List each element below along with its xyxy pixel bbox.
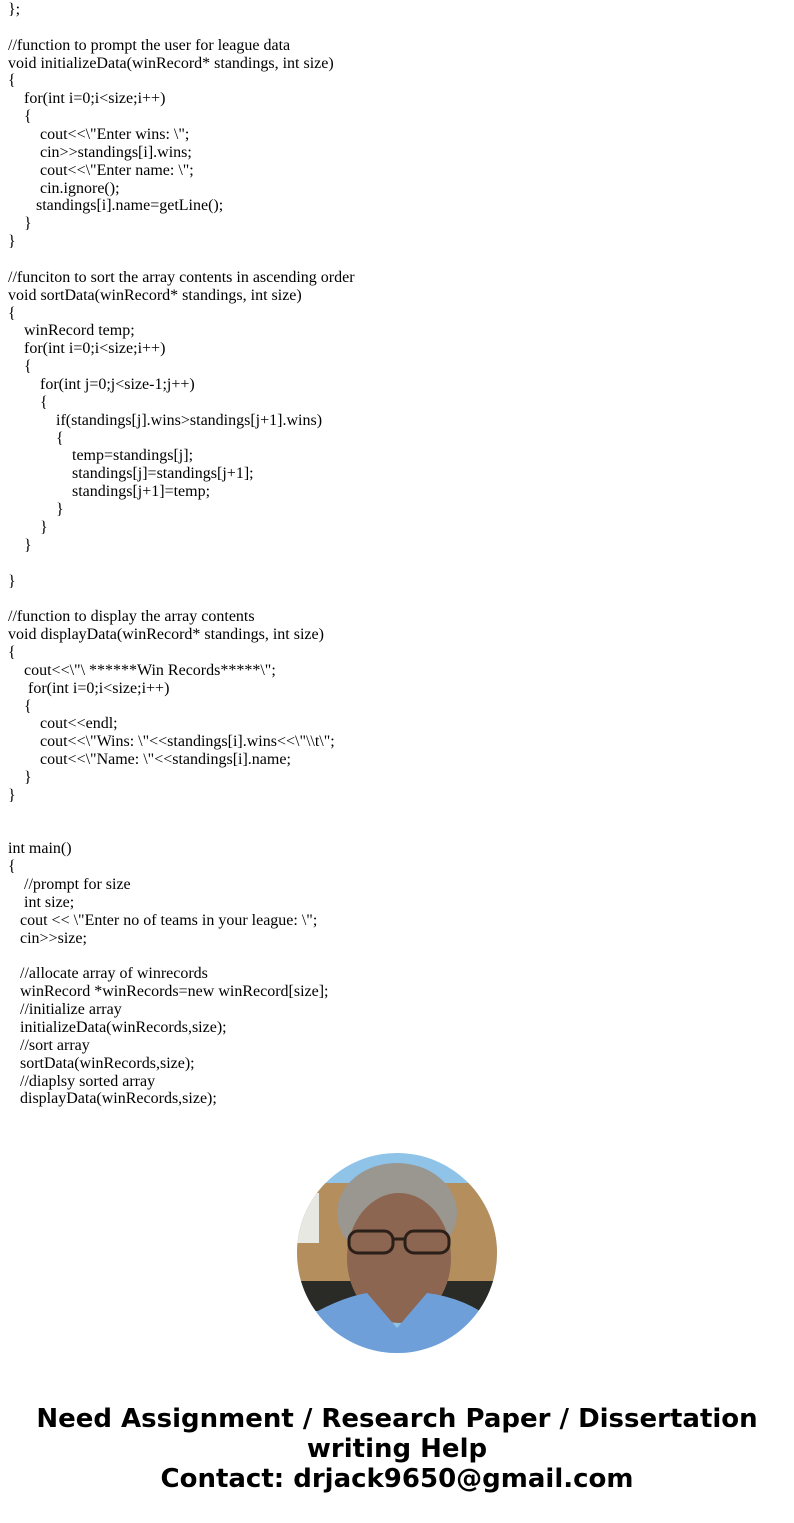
code-line (8, 19, 355, 37)
code-line: standings[j]=standings[j+1]; (8, 465, 254, 483)
code-line: { (8, 429, 64, 447)
banner-contact: Contact: drjack9650@gmail.com (160, 1464, 634, 1494)
code-line: initializeData(winRecords,size); (8, 1018, 227, 1036)
code-line: } (8, 215, 32, 233)
code-line: //function to prompt the user for league data (8, 36, 291, 54)
code-line: displayData(winRecords,size); (8, 1090, 217, 1108)
code-listing (8, 1, 355, 1108)
code-line: cout<<\"Name: \"<<standings[i].name; (8, 751, 291, 769)
code-line: { (8, 108, 32, 126)
code-line: } (8, 572, 16, 590)
code-line: { (8, 858, 16, 876)
code-line: //initialize array (8, 1001, 122, 1019)
code-line: cin>>size; (8, 929, 87, 947)
code-line: winRecord temp; (8, 322, 135, 340)
code-line: cin>>standings[i].wins; (8, 143, 192, 161)
code-line: //sort array (8, 1036, 90, 1054)
code-line: } (8, 518, 48, 536)
code-line: for(int i=0;i<size;i++) (8, 340, 166, 358)
code-line: standings[i].name=getLine(); (8, 197, 224, 215)
code-line: if(standings[j].wins>standings[j+1].wins) (8, 411, 323, 429)
code-line: void initializeData(winRecord* standings, int size) (8, 54, 334, 72)
code-line (8, 805, 355, 823)
banner-line-2: writing Help (306, 1434, 488, 1464)
code-line: for(int j=0;j<size-1;j++) (8, 376, 195, 394)
code-line: } (8, 786, 16, 804)
code-line (8, 555, 355, 573)
code-line: int size; (8, 893, 75, 911)
code-line: //diaplsy sorted array (8, 1072, 156, 1090)
code-line: //allocate array of winrecords (8, 965, 208, 983)
code-line (8, 823, 355, 841)
code-line: for(int i=0;i<size;i++) (8, 90, 166, 108)
code-line: cout<<endl; (8, 715, 118, 733)
code-line: //function to display the array contents (8, 608, 255, 626)
code-line: cout<<\"Wins: \"<<standings[i].wins<<\"\\t\"; (8, 733, 335, 751)
banner-line-1: Need Assignment / Research Paper / Dissertation (36, 1404, 758, 1434)
code-line: cout<<\"Enter wins: \"; (8, 126, 190, 144)
code-line: { (8, 697, 32, 715)
code-line: void sortData(winRecord* standings, int size) (8, 286, 302, 304)
code-line (8, 948, 355, 966)
code-line: { (8, 393, 48, 411)
code-line: for(int i=0;i<size;i++) (8, 679, 170, 697)
code-line: cout<<\"\ ******Win Records*****\"; (8, 661, 276, 679)
code-line: winRecord *winRecords=new winRecord[size]; (8, 983, 329, 1001)
code-line: } (8, 233, 16, 251)
code-line: //funciton to sort the array contents in ascending order (8, 268, 355, 286)
code-line: { (8, 643, 16, 661)
author-photo (297, 1153, 497, 1353)
code-line: }; (8, 1, 21, 18)
code-line: void displayData(winRecord* standings, int size) (8, 626, 324, 644)
code-line: } (8, 768, 32, 786)
code-line: } (8, 501, 64, 519)
contact-banner (0, 1404, 794, 1494)
code-line: sortData(winRecords,size); (8, 1054, 195, 1072)
code-line: cout << \"Enter no of teams in your league: \"; (8, 911, 318, 929)
code-line: //prompt for size (8, 876, 131, 894)
code-line (8, 251, 355, 269)
code-line: standings[j+1]=temp; (8, 483, 211, 501)
code-line: temp=standings[j]; (8, 447, 194, 465)
code-line: { (8, 358, 32, 376)
code-line: { (8, 72, 16, 90)
code-line: cin.ignore(); (8, 179, 120, 197)
code-line: int main() (8, 840, 72, 858)
code-line (8, 590, 355, 608)
code-line: { (8, 304, 16, 322)
code-line: cout<<\"Enter name: \"; (8, 161, 194, 179)
code-line: } (8, 536, 32, 554)
